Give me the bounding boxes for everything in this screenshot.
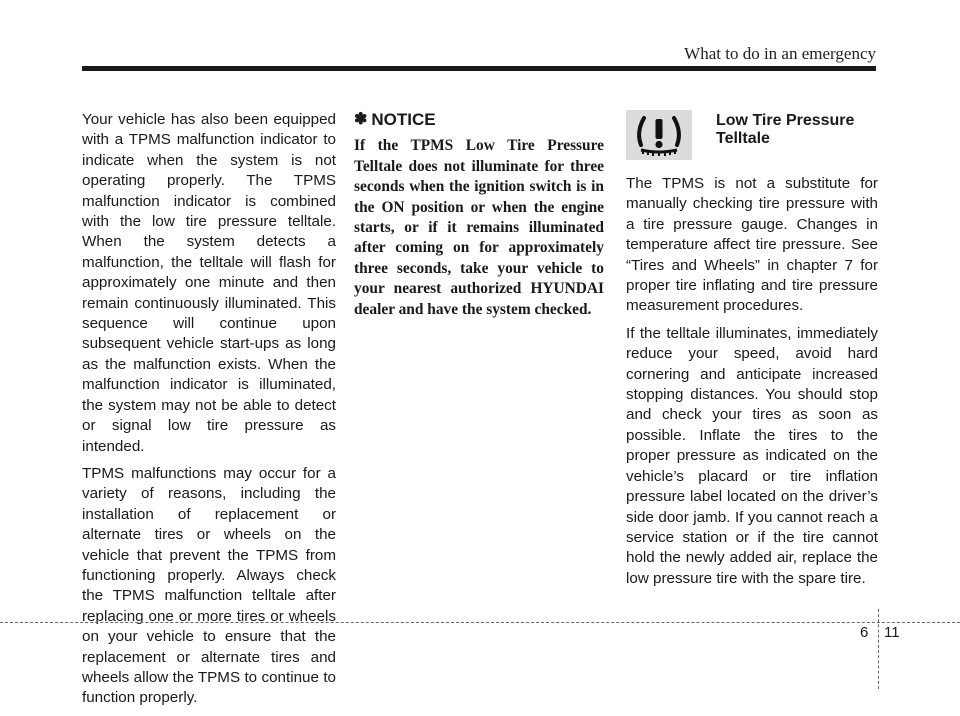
notice-title-text: NOTICE xyxy=(371,110,436,129)
notice-star-icon: ✽ xyxy=(354,111,368,128)
notice-body: If the TPMS Low Tire Pressure Telltale does not illuminate for three seconds when the ignition switch is in the ON position or when the engine starts, or if it remains illuminated after coming on for approximately three seconds, take your vehicle to your nearest authorized HYUNDAI dealer and have the system checked. xyxy=(354,137,604,318)
column-left xyxy=(82,110,336,716)
paragraph: If the telltale illuminates, immediately reduce your speed, avoid hard cornering and anticipate increased stopping distances. You should stop and check your tires as soon as possible. Inflate the tires to the proper pressure as indicated on the vehicle’s placard or tire inflation pressure label located on the driver’s side door jamb. If you cannot reach a service station or if the tire cannot hold the newly added air, replace the low pressure tire with the spare tire. xyxy=(626,324,878,587)
paragraph: Your vehicle has also been equipped with a TPMS malfunction indicator to indicate when the system is not operating properly. The TPMS malfunction indicator is combined with the low tire pressure telltale. When the system detects a malfunction, the telltale will flash for approximately one minute and then remain continuously illuminated. This sequence will continue upon subsequent vehicle start-ups as long as the malfunction exists. When the malfunction indicator is illuminated, the system may not be able to detect or signal low tire pressure as intended. xyxy=(82,111,336,455)
footer-rule xyxy=(0,622,960,623)
telltale-header xyxy=(626,110,878,160)
notice-box xyxy=(354,110,604,327)
section-title: What to do in an emergency xyxy=(684,44,876,63)
header-rule xyxy=(82,66,876,71)
paragraph: TPMS malfunctions may occur for a variety of reasons, including the installation of replacement or alternate tires or wheels on the vehicle that prevent the TPMS from functioning properly. Always check the TPMS malfunction telltale after replacing one or more tires or wheels on your vehicle to ensure that the replacement or alternate tires and wheels allow the TPMS to continue to function properly. xyxy=(82,464,336,707)
notice-title xyxy=(354,110,604,130)
paragraph: The TPMS is not a substitute for manually checking tire pressure with a tire pressure gauge. Changes in temperature affect tire pressure. See “Tires and Wheels” in chapter 7 for proper tire inflating and tire pressure measurement procedures. xyxy=(626,175,878,315)
column-right xyxy=(626,110,878,596)
chapter-number: 6 xyxy=(860,624,869,641)
page-number: 11 xyxy=(884,624,900,641)
low-tire-pressure-icon xyxy=(626,110,692,160)
page-divider xyxy=(878,609,879,689)
telltale-heading: Low Tire Pressure Telltale xyxy=(716,112,855,147)
